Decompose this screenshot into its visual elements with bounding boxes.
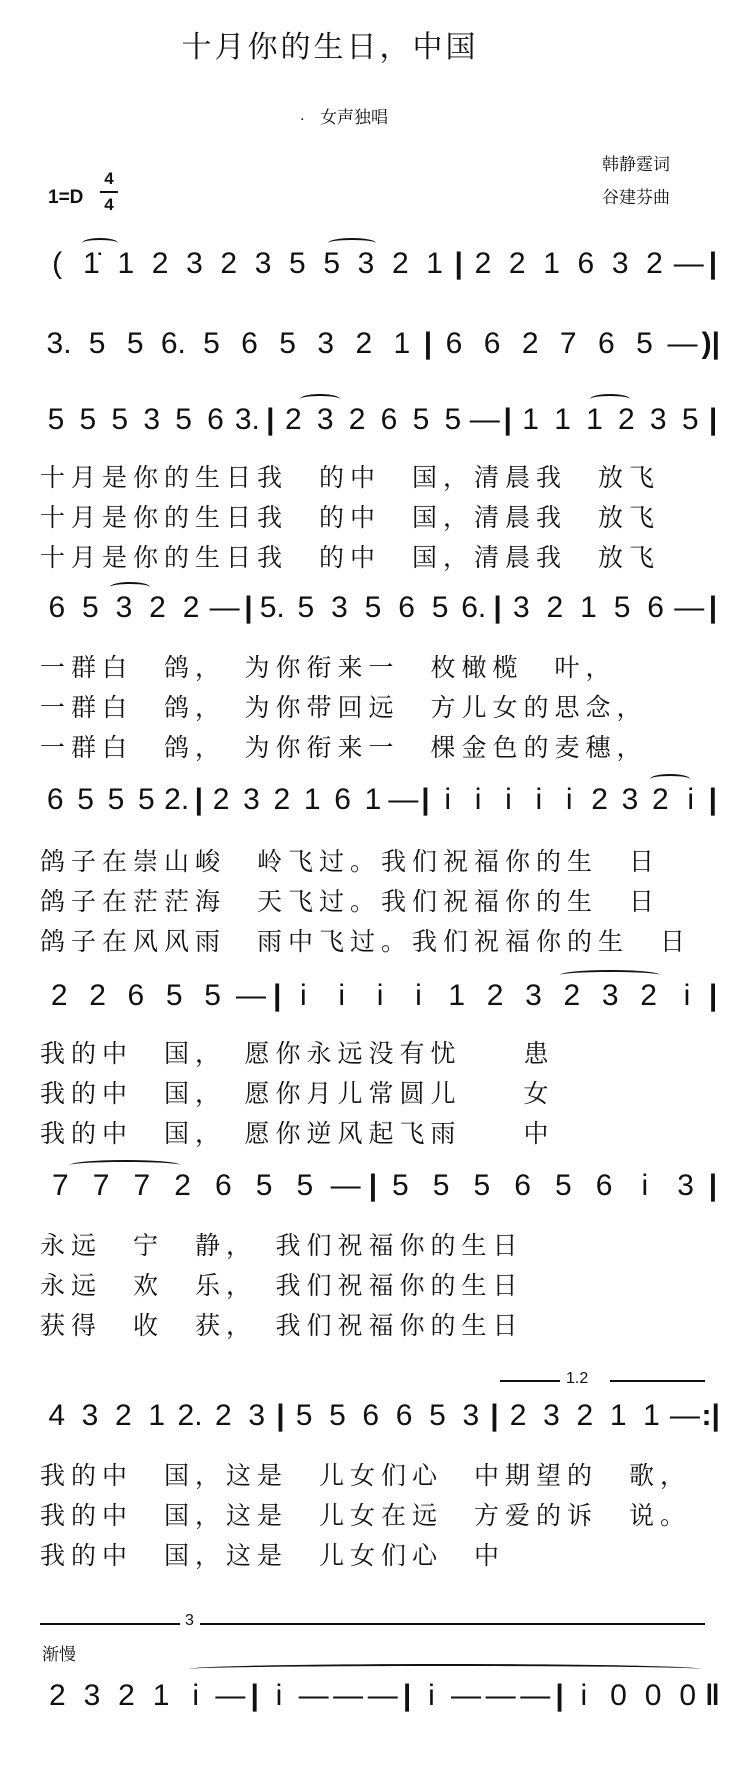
- note: —: [333, 1679, 364, 1712]
- note: 1̇: [83, 247, 100, 280]
- note: 2.: [164, 783, 190, 816]
- note: 3: [543, 1399, 560, 1432]
- note: 6: [398, 591, 415, 624]
- note: 0: [610, 1679, 627, 1712]
- note: 6: [595, 1169, 613, 1202]
- barline: )|: [701, 327, 720, 360]
- note: 7: [92, 1169, 110, 1202]
- note: 1: [148, 1399, 166, 1432]
- note: 2: [149, 591, 166, 624]
- note: 5: [204, 979, 221, 1012]
- note: —: [235, 979, 266, 1012]
- notation-line: [40, 590, 720, 626]
- note: —: [367, 1679, 398, 1712]
- slur-mark: [70, 1160, 180, 1170]
- note: 2: [509, 1399, 527, 1432]
- note: 1: [152, 1679, 170, 1712]
- time-signature: [100, 168, 118, 216]
- note: 7: [559, 327, 577, 360]
- triplet-bracket-left: [40, 1623, 180, 1625]
- note: 0: [679, 1679, 696, 1712]
- note: 3: [143, 403, 161, 436]
- note: 5: [296, 1169, 314, 1202]
- note: 3: [331, 591, 348, 624]
- note: 2: [391, 247, 409, 280]
- note: 5.: [259, 591, 285, 624]
- note: 5: [137, 783, 155, 816]
- note: i: [683, 979, 691, 1012]
- notation-line: [40, 1398, 720, 1434]
- note: 3: [186, 247, 203, 280]
- lyric-line: 我的中 国，这是 儿女们心 中: [40, 1541, 506, 1570]
- triplet-bracket-right: [200, 1623, 705, 1625]
- note: 6: [577, 247, 595, 280]
- note: i: [641, 1169, 649, 1202]
- lyric-line: 十月是你的生日我 的中 国，清晨我 放飞: [40, 503, 661, 532]
- note: 1: [522, 403, 539, 436]
- song-title: 十月你的生日，中国: [181, 30, 479, 65]
- barline: |: [490, 1399, 499, 1432]
- note: i: [444, 783, 452, 816]
- lyric-line: 我的中 国，这是 儿女们心 中期望的 歌，: [40, 1461, 692, 1490]
- note: i: [275, 1679, 283, 1712]
- note: 5: [392, 1169, 409, 1202]
- note: 2: [618, 403, 635, 436]
- lyric-line: 十月是你的生日我 的中 国，清晨我 放飞: [40, 543, 661, 572]
- note: 3: [611, 247, 629, 280]
- note: —: [469, 403, 500, 436]
- lyric-line: 我的中 国，这是 儿女在远 方爱的诉 说。: [40, 1501, 692, 1530]
- note: 2: [284, 403, 302, 436]
- note: 3: [248, 1399, 266, 1432]
- note: 2: [355, 327, 373, 360]
- note: (: [52, 247, 63, 280]
- note: 2: [151, 247, 169, 280]
- note: 5: [473, 1169, 491, 1202]
- note: 3: [115, 591, 133, 624]
- slur-mark: [560, 970, 660, 980]
- note: 2: [563, 979, 581, 1012]
- time-signature-top: 4: [104, 169, 114, 188]
- note: 5: [295, 1399, 313, 1432]
- note: 1: [609, 1399, 627, 1432]
- note: 2: [508, 247, 526, 280]
- note: i: [376, 979, 384, 1012]
- barline: |: [493, 591, 502, 624]
- note: 2: [220, 247, 238, 280]
- barline: |: [194, 783, 204, 816]
- note: 1: [303, 783, 321, 816]
- note: 5: [279, 327, 296, 360]
- note: —: [520, 1679, 551, 1712]
- notation-line: [40, 1168, 720, 1204]
- note: 2: [591, 783, 608, 816]
- note: 3: [81, 1399, 99, 1432]
- note: 7: [52, 1169, 69, 1202]
- barline: |: [708, 591, 718, 624]
- volta-bracket-right: [610, 1380, 705, 1382]
- note: 5: [555, 1169, 572, 1202]
- lyricist-credit: 韩静霆词: [602, 155, 670, 175]
- note: 6.: [461, 591, 487, 624]
- note: 3.: [46, 327, 72, 360]
- tempo-mark: 渐慢: [42, 1645, 76, 1665]
- note: 5: [111, 403, 129, 436]
- composer-credit: 谷建芬曲: [602, 188, 670, 208]
- barline: |: [503, 403, 512, 436]
- barline: |: [276, 1399, 285, 1432]
- note: —: [674, 591, 705, 624]
- note: 2: [273, 783, 291, 816]
- time-signature-bar: [100, 191, 118, 193]
- note: 5: [412, 403, 430, 436]
- notation-line: [40, 326, 720, 362]
- key-signature: 1=D: [48, 187, 84, 208]
- note: 2: [486, 979, 504, 1012]
- note: 5: [88, 327, 106, 360]
- note: 6: [514, 1169, 531, 1202]
- note: 1: [426, 247, 443, 280]
- note: 3: [316, 403, 334, 436]
- note: 3: [317, 327, 335, 360]
- note: 2: [115, 1399, 132, 1432]
- note: 6: [241, 327, 258, 360]
- volta-label: 1.2: [566, 1370, 589, 1387]
- note: 5: [432, 1169, 450, 1202]
- note: 5: [289, 247, 306, 280]
- note: 2: [474, 247, 492, 280]
- lyric-line: 获得 收 获， 我们祝福你的生日: [40, 1311, 524, 1340]
- note: 6: [48, 591, 66, 624]
- note: 5: [297, 591, 315, 624]
- note: 5: [364, 591, 382, 624]
- note: 3: [525, 979, 542, 1012]
- barline: |: [708, 247, 718, 280]
- note: 3: [512, 591, 530, 624]
- note: 2: [118, 1679, 135, 1712]
- note: —: [388, 783, 419, 816]
- note: —: [209, 591, 240, 624]
- note: 4: [48, 1399, 66, 1432]
- note: —: [667, 327, 698, 360]
- note: i: [415, 979, 422, 1012]
- barline: |: [402, 1679, 412, 1712]
- slur-mark: [82, 238, 118, 248]
- notation-line: [40, 1678, 720, 1714]
- note: i: [505, 783, 512, 816]
- lyric-line: 一群白 鸽， 为你衔来一 枚橄榄 叶，: [40, 653, 617, 682]
- note: 5: [329, 1399, 346, 1432]
- note: 3.: [234, 403, 260, 436]
- note: 5: [175, 403, 192, 436]
- note: 6: [380, 403, 398, 436]
- note: 1: [448, 979, 466, 1012]
- note: —: [485, 1679, 516, 1712]
- note: 3: [254, 247, 272, 280]
- barline: |: [250, 1679, 259, 1712]
- note: 1: [580, 591, 597, 624]
- notation-line: [40, 246, 720, 282]
- note: 2: [174, 1169, 191, 1202]
- note: 3: [357, 247, 375, 280]
- note: 5: [79, 403, 97, 436]
- note: —: [669, 1399, 700, 1432]
- lyric-line: 一群白 鸽， 为你带回远 方儿女的思念，: [40, 693, 648, 722]
- note: 5: [203, 327, 220, 360]
- barline: |: [266, 403, 275, 436]
- note: 1: [554, 403, 571, 436]
- note: 1: [643, 1399, 660, 1432]
- note: i: [428, 1679, 435, 1712]
- note: 7: [133, 1169, 151, 1202]
- note: 5: [323, 247, 340, 280]
- note: 6: [647, 591, 664, 624]
- performance-type: 女声独唱: [320, 108, 388, 128]
- note: —: [330, 1169, 361, 1202]
- decor-dot: .: [300, 108, 305, 124]
- lyric-line: 我的中 国， 愿你月儿常圆儿 女: [40, 1079, 555, 1108]
- note: 3: [621, 783, 639, 816]
- barline: |: [708, 783, 718, 816]
- note: i: [687, 783, 695, 816]
- note: 6: [445, 327, 463, 360]
- note: 0: [644, 1679, 662, 1712]
- note: 2: [646, 247, 663, 280]
- note: 2: [640, 979, 657, 1012]
- note: 2: [215, 1399, 232, 1432]
- note: 6: [46, 783, 64, 816]
- note: 3: [243, 783, 260, 816]
- note: 5: [431, 591, 449, 624]
- barline: |: [454, 247, 463, 280]
- note: 3: [83, 1679, 101, 1712]
- slur-mark: [190, 1664, 700, 1674]
- note: 2: [546, 591, 564, 624]
- note: 6: [127, 979, 145, 1012]
- note: 2: [212, 783, 230, 816]
- note: 2: [89, 979, 106, 1012]
- slur-mark: [650, 774, 690, 784]
- note: 5: [429, 1399, 446, 1432]
- lyric-line: 一群白 鸽， 为你衔来一 棵金色的麦穗，: [40, 733, 648, 762]
- note: i: [300, 979, 307, 1012]
- note: i: [192, 1679, 200, 1712]
- volta-bracket-left: [500, 1380, 560, 1382]
- note: 1: [543, 247, 560, 280]
- lyric-line: 十月是你的生日我 的中 国，清晨我 放飞: [40, 463, 661, 492]
- note: 6: [215, 1169, 232, 1202]
- note: 6: [598, 327, 615, 360]
- note: 5: [77, 783, 94, 816]
- note: 1: [364, 783, 382, 816]
- note: 2.: [177, 1399, 203, 1432]
- barline: |: [272, 979, 282, 1012]
- note: 2: [651, 783, 669, 816]
- note: 6: [483, 327, 501, 360]
- barline: |: [708, 403, 718, 436]
- note: 6: [334, 783, 351, 816]
- note: 5: [107, 783, 125, 816]
- lyric-line: 永远 欢 乐， 我们祝福你的生日: [40, 1271, 524, 1300]
- note: 6: [362, 1399, 380, 1432]
- note: i: [580, 1679, 588, 1712]
- slur-mark: [110, 582, 150, 592]
- note: 6: [395, 1399, 413, 1432]
- note: 5: [613, 591, 631, 624]
- time-signature-bottom: 4: [104, 195, 114, 214]
- note: 5: [444, 403, 462, 436]
- note: —: [298, 1679, 329, 1712]
- barline: ‖: [704, 1679, 720, 1712]
- note: 2: [50, 979, 68, 1012]
- note: 3: [601, 979, 619, 1012]
- barline: |: [708, 979, 718, 1012]
- lyric-line: 我的中 国， 愿你永远没有忧 患: [40, 1039, 555, 1068]
- barline: |: [423, 327, 433, 360]
- note: i: [565, 783, 573, 816]
- slur-mark: [590, 394, 630, 404]
- note: 2: [348, 403, 366, 436]
- note: 5: [165, 979, 183, 1012]
- barline: |: [708, 1169, 718, 1202]
- note: 1: [117, 247, 135, 280]
- note: —: [215, 1679, 246, 1712]
- note: i: [535, 783, 543, 816]
- notation-line: [40, 402, 720, 438]
- note: 5: [636, 327, 653, 360]
- note: 5: [126, 327, 144, 360]
- note: 2: [521, 327, 539, 360]
- lyric-line: 永远 宁 静， 我们祝福你的生日: [40, 1231, 524, 1260]
- notation-line: [40, 978, 720, 1014]
- barline: |: [244, 591, 253, 624]
- triplet-label: 3: [185, 1612, 194, 1629]
- note: —: [451, 1679, 481, 1712]
- barline: :|: [701, 1399, 720, 1432]
- note: 3: [677, 1169, 694, 1202]
- note: 2: [576, 1399, 594, 1432]
- note: 5: [255, 1169, 273, 1202]
- barline: |: [555, 1679, 564, 1712]
- lyric-line: 我的中 国， 愿你逆风起飞雨 中: [40, 1119, 555, 1148]
- note: 3: [462, 1399, 480, 1432]
- note: 2: [182, 591, 200, 624]
- lyric-line: 鸽子在崇山峻 岭飞过。我们祝福你的生 日: [40, 847, 661, 876]
- barline: |: [421, 783, 430, 816]
- slur-mark: [328, 238, 376, 248]
- note: i: [474, 783, 482, 816]
- notation-line: [40, 782, 720, 818]
- note: 2: [48, 1679, 66, 1712]
- note: i: [338, 979, 346, 1012]
- slur-mark: [300, 394, 340, 404]
- barline: |: [368, 1169, 378, 1202]
- note: 5: [47, 403, 65, 436]
- note: 6.: [160, 327, 186, 360]
- note: 3: [649, 403, 667, 436]
- note: 5: [681, 403, 699, 436]
- note: —: [673, 247, 704, 280]
- note: 1: [586, 403, 603, 436]
- lyric-line: 鸽子在茫茫海 天飞过。我们祝福你的生 日: [40, 887, 661, 916]
- note: 1: [393, 327, 411, 360]
- note: 6: [207, 403, 224, 436]
- note: 5: [82, 591, 99, 624]
- lyric-line: 鸽子在风风雨 雨中飞过。我们祝福你的生 日: [40, 927, 692, 956]
